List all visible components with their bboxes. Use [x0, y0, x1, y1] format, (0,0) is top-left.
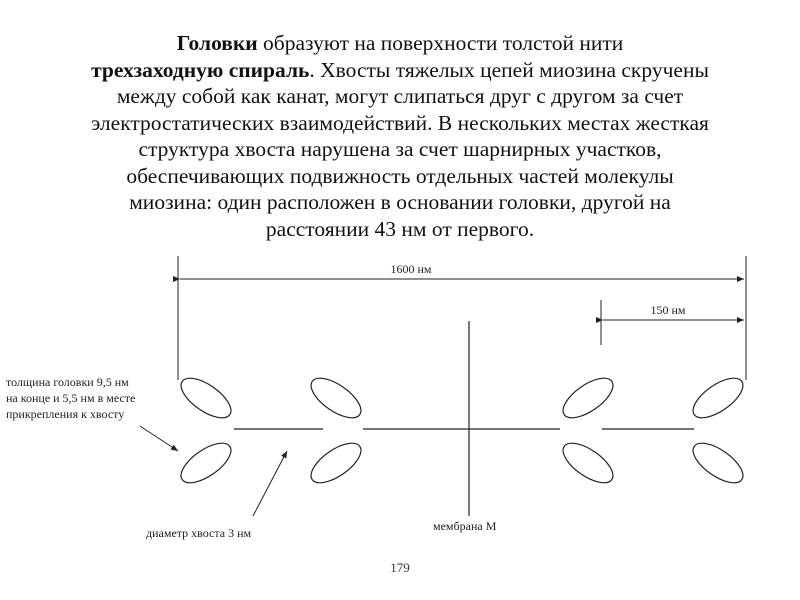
tail-diameter-pointer	[253, 451, 287, 516]
bold-term-heads: Головки	[176, 31, 258, 55]
segment-length-label: 150 нм	[650, 303, 686, 317]
myosin-head	[557, 371, 619, 426]
head-thickness-pointer	[140, 426, 178, 451]
tail-diameter-label: диаметр хвоста 3 нм	[146, 526, 252, 540]
membrane-label: мембрана М	[433, 519, 497, 533]
para-line-1: Головки образуют на поверхности толстой нити	[176, 31, 624, 55]
para-line-6: обеспечивающих подвижность отдельных частей молекулы	[126, 163, 674, 188]
myosin-head	[305, 371, 367, 426]
para-line-7: миозина: один расположен в основании головки, другой на	[129, 190, 671, 214]
para-line-5: структура хвоста нарушена за счет шарнирных участков,	[138, 137, 662, 161]
head-thickness-line-1: толщина головки 9,5 нм	[6, 375, 129, 389]
para-line-2: трехзаходную спираль. Хвосты тяжелых цепей миозина скручены	[91, 57, 709, 82]
para-line-4: электростатических взаимодействий. В нескольких местах жесткая	[91, 110, 709, 135]
myosin-head	[687, 371, 749, 426]
myosin-head	[305, 436, 367, 491]
myosin-head	[175, 371, 237, 426]
bold-term-spiral: трехзаходную спираль	[91, 57, 310, 82]
head-thickness-label	[6, 375, 138, 421]
total-length-label: 1600 нм	[390, 262, 432, 276]
myosin-head	[687, 436, 749, 491]
page-number: 179	[390, 560, 410, 575]
head-thickness-line-3: прикрепления к хвосту	[6, 407, 125, 421]
head-thickness-line-2: на конце и 5,5 нм в месте	[6, 391, 136, 405]
para-line-3: между собой как канат, могут слипаться друг с другом за счет	[116, 84, 684, 108]
myosin-head	[557, 436, 619, 491]
myosin-head	[175, 436, 237, 491]
para-line-8: расстоянии 43 нм от первого.	[265, 216, 535, 241]
